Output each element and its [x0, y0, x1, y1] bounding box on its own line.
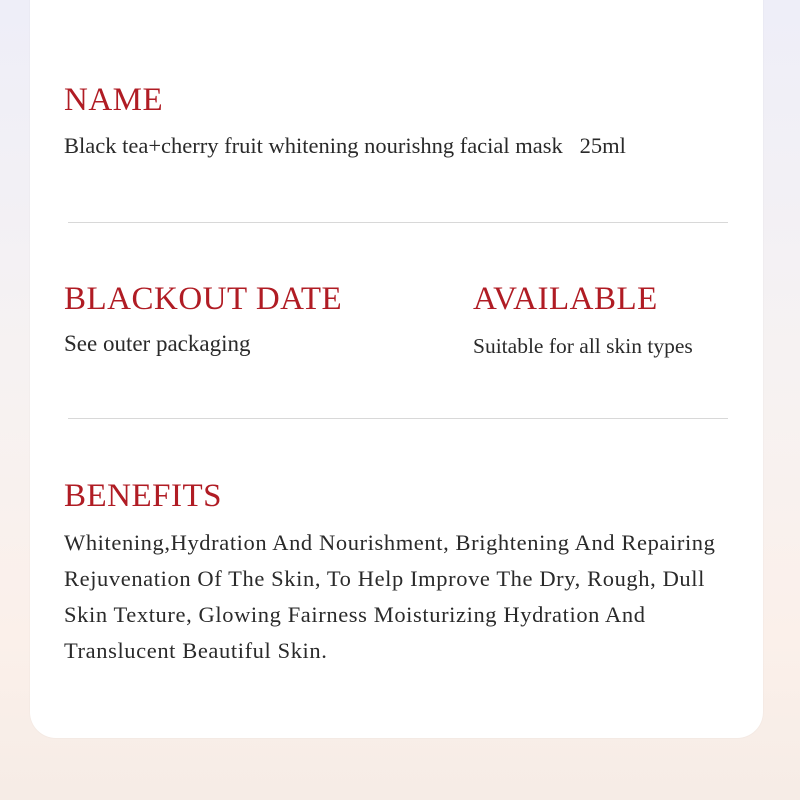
benefits-text: Whitening,Hydration And Nourishment, Brightening And Repairing Rejuvenation Of The Skin, To Help Improve The Dry, Rough, Dull Skin Texture, Glowing Fairness Moisturizing Hydration And Translucent Beautiful Skin.: [64, 530, 716, 663]
product-info-card: [30, 0, 763, 738]
blackout-date-heading: BLACKOUT DATE: [64, 281, 343, 317]
benefits-heading: BENEFITS: [64, 478, 223, 514]
divider-middle: [68, 418, 728, 419]
divider-top: [68, 222, 728, 223]
blackout-date-value: See outer packaging: [64, 331, 251, 356]
available-heading: AVAILABLE: [473, 281, 658, 317]
name-heading: NAME: [64, 82, 164, 118]
product-name: Black tea+cherry fruit whitening nourishng facial mask 25ml: [64, 133, 626, 158]
available-value: Suitable for all skin types: [473, 334, 693, 358]
